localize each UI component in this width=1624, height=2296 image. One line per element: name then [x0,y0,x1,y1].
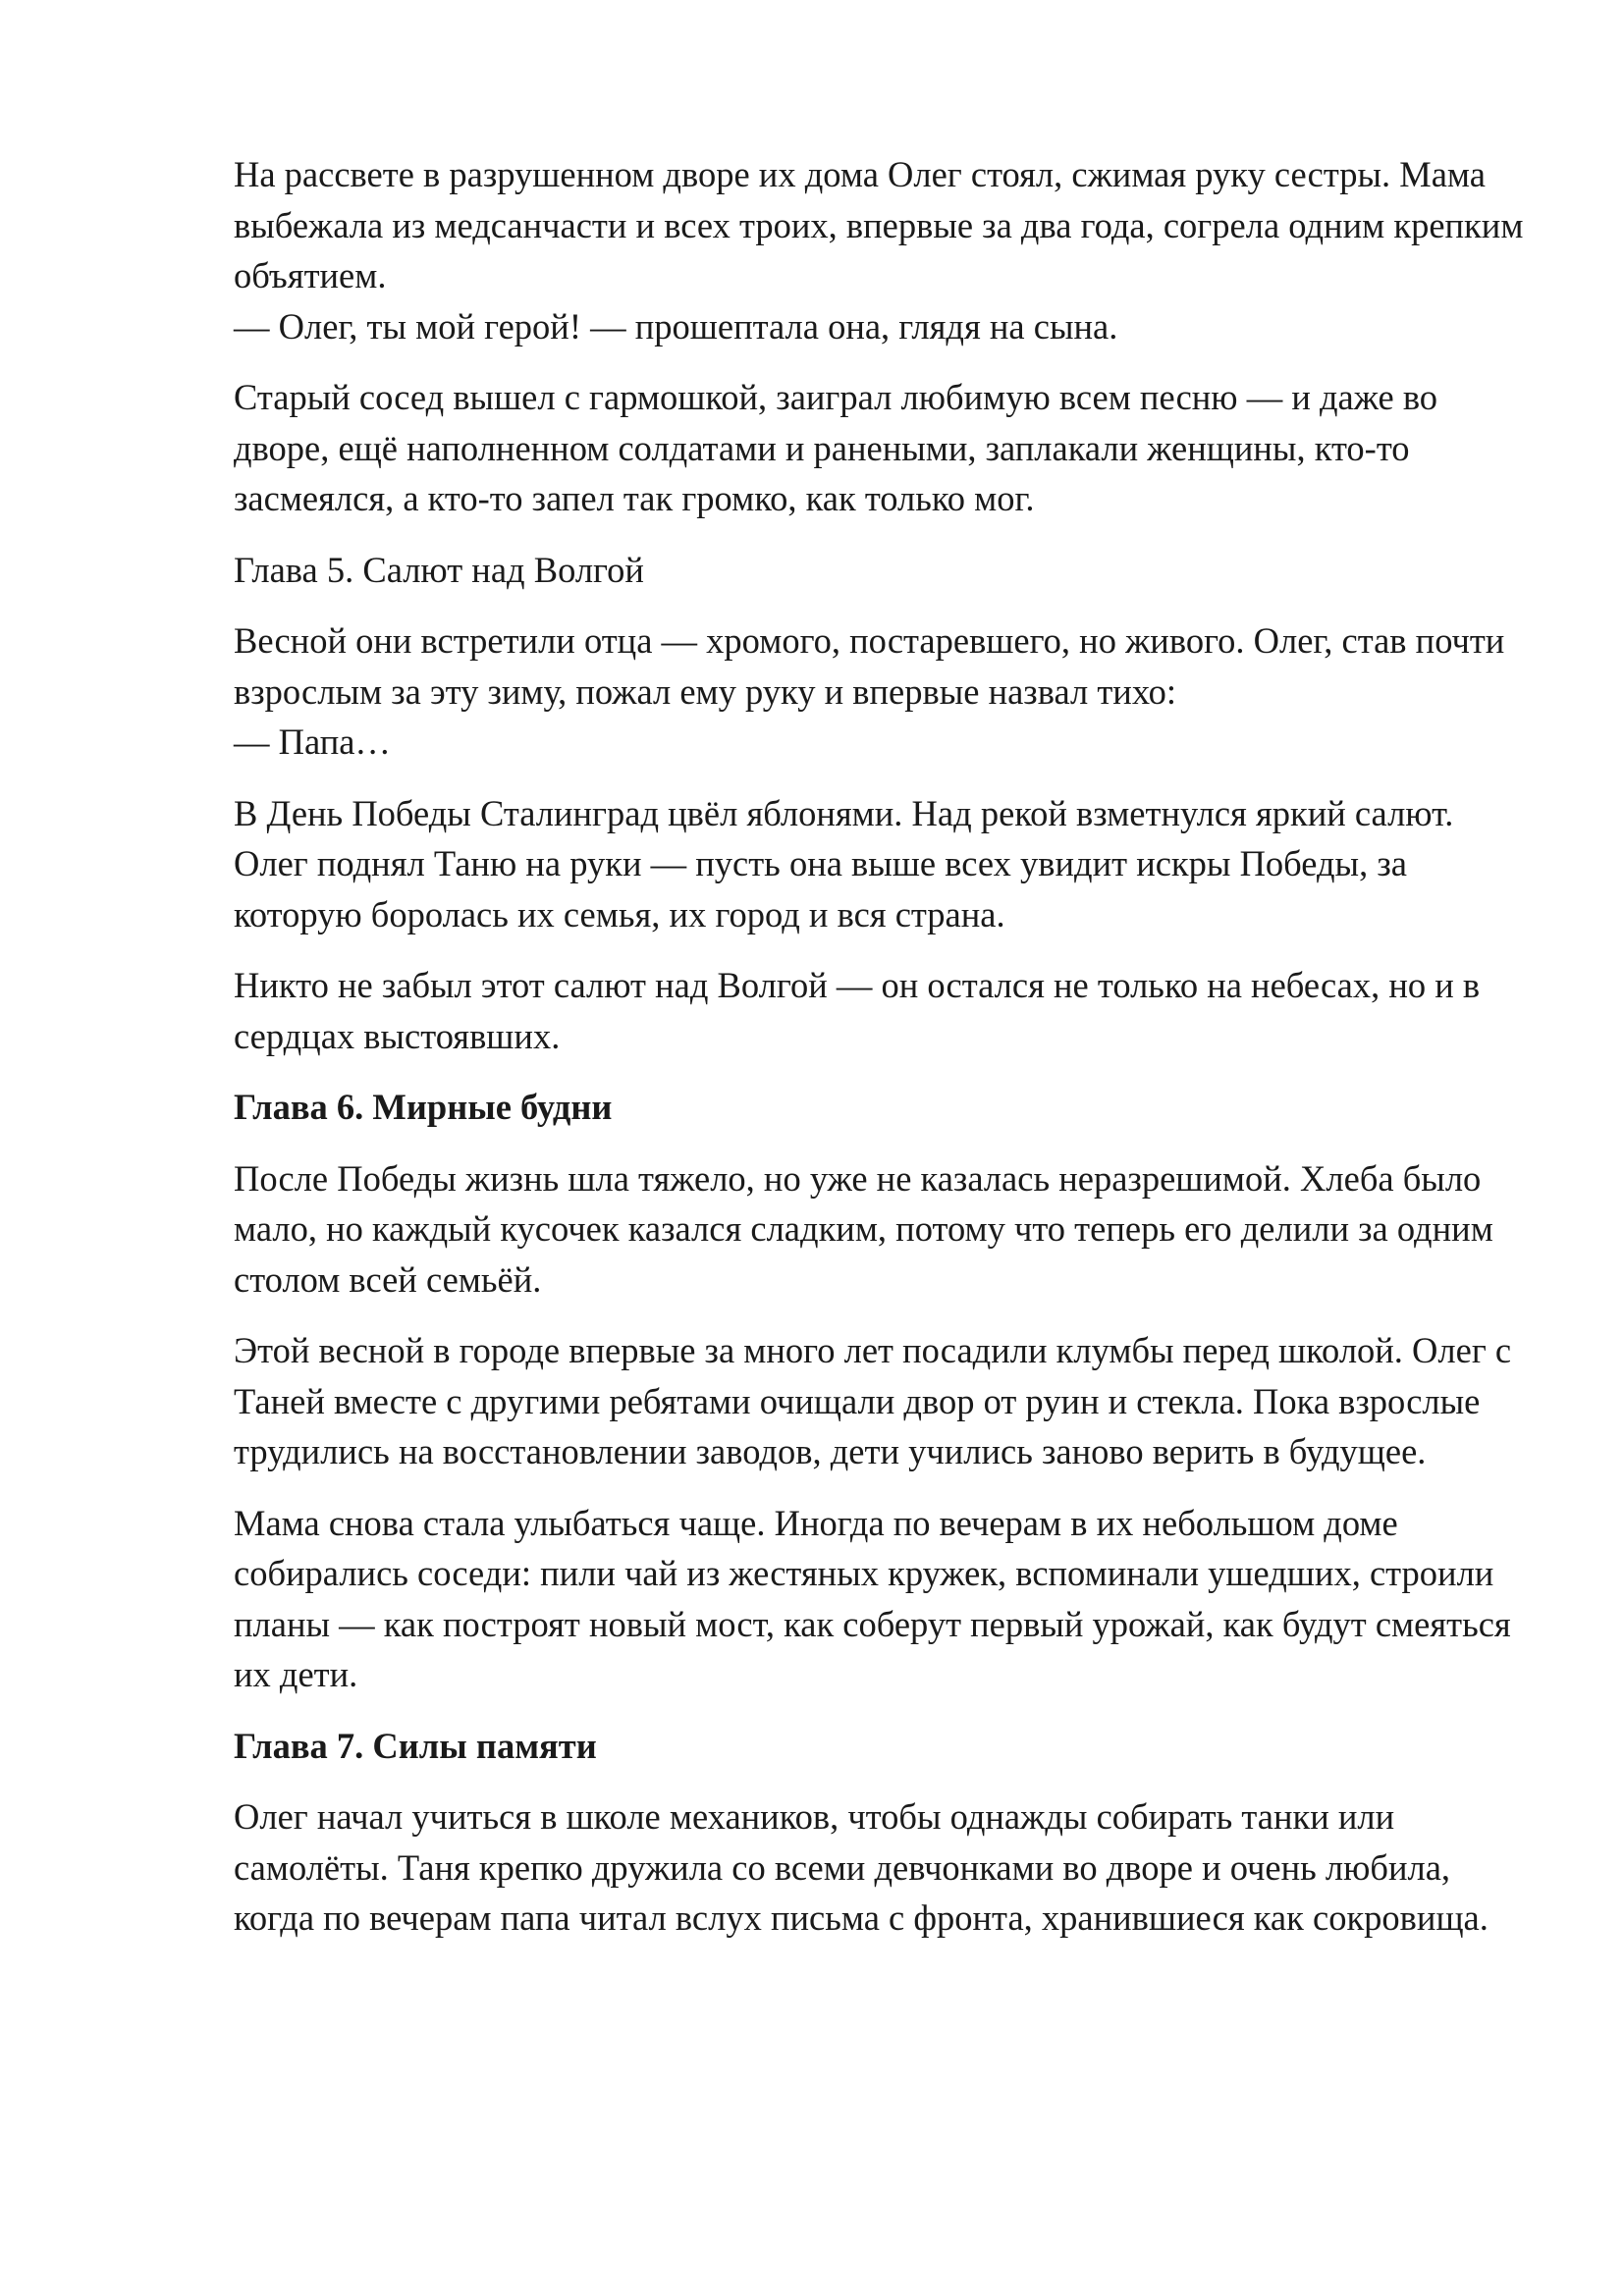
paragraph: Старый сосед вышел с гармошкой, заиграл любимую всем песню — и даже во дворе, ещё наполненном солдатами и ранеными, заплакали женщины, кто-то засмеялся, а кто-то запел так громко, как только мог. [234,377,1438,518]
chapter-heading: Глава 5. Салют над Волгой [234,549,644,590]
chapter-heading: Глава 7. Силы памяти [234,1725,597,1766]
paragraph: Мама снова стала улыбаться чаще. Иногда по вечерам в их небольшом доме собирались соседи: пили чай из жестяных кружек, вспоминали ушедших, строили планы — как построят новый мост, как соберут первый урожай, как будут смеяться их дети. [234,1502,1511,1694]
chapter-heading: Глава 6. Мирные будни [234,1087,613,1127]
paragraph: На рассвете в разрушенном дворе их дома Олег стоял, сжимая руку сестры. Мама выбежала из медсанчасти и всех троих, впервые за два года, согрела одним крепким объятием. — Олег, ты мой герой! — прошептала она, глядя на сына. [234,154,1524,347]
paragraph: Олег начал учиться в школе механиков, чтобы однажды собирать танки или самолёты. Таня крепко дружила со всеми девчонками во дворе и очень любила, когда по вечерам папа читал вслух письма с фронта, хранившиеся как сокровища. [234,1796,1489,1938]
document-page [234,149,1530,1964]
paragraph: Никто не забыл этот салют над Волгой — он остался не только на небесах, но и в сердцах выстоявших. [234,965,1481,1056]
paragraph: Этой весной в городе впервые за много лет посадили клумбы перед школой. Олег с Таней вместе с другими ребятами очищали двор от руин и стекла. Пока взрослые трудились на восстановлении заводов, дети учились заново верить в будущее. [234,1330,1512,1471]
paragraph: Весной они встретили отца — хромого, постаревшего, но живого. Олег, став почти взрослым за эту зиму, пожал ему руку и впервые назвал тихо: — Папа… [234,620,1505,762]
paragraph: После Победы жизнь шла тяжело, но уже не казалась неразрешимой. Хлеба было мало, но каждый кусочек казался сладким, потому что теперь его делили за одним столом всей семьёй. [234,1157,1493,1300]
paragraph: В День Победы Сталинград цвёл яблонями. Над рекой взметнулся яркий салют. Олег поднял Таню на руки — пусть она выше всех увидит искры Победы, за которую боролась их семья, их город и вся страна. [234,792,1454,934]
